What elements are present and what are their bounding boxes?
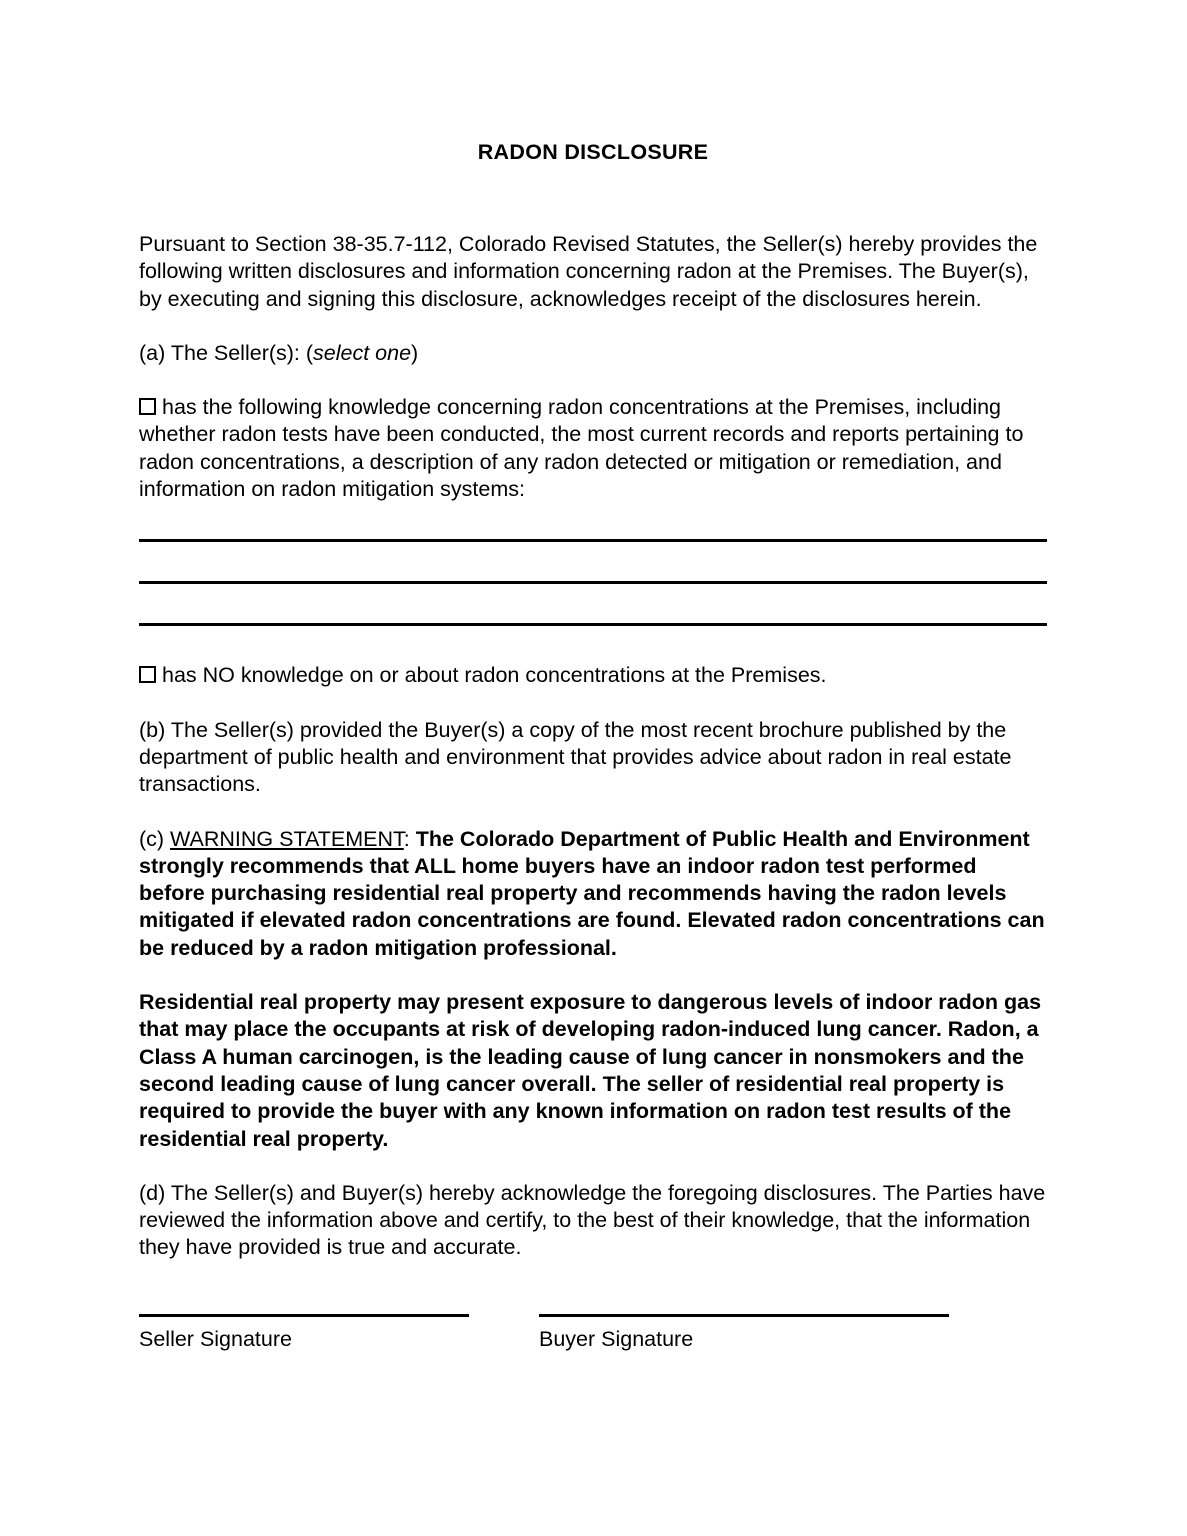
title-spacer <box>139 165 1047 231</box>
section-c-second-paragraph: Residential real property may present exposure to dangerous levels of indoor radon gas that may place the occupants at risk of developing radon-induced lung cancer. Radon, a Class A human carcinogen, is the leading cause of lung cancer in nonsmokers and the second leading cause of lung cancer overall. The seller of residential real property is required to provide the buyer with any known information on radon test results of the residential real property. <box>139 990 1042 1151</box>
section-d-paragraph: (d) The Seller(s) and Buyer(s) hereby acknowledge the foregoing disclosures. The Parties have reviewed the information above and certify, to the best of their knowledge, that the information they have provided is true and accurate. <box>139 1180 1046 1260</box>
seller-signature-line[interactable] <box>139 1314 469 1317</box>
paragraph-spacer <box>139 367 1047 394</box>
signature-row <box>139 1314 1047 1353</box>
checkbox-has-knowledge[interactable] <box>139 398 156 415</box>
seller-signature-label: Seller Signature <box>139 1326 292 1351</box>
checkbox-option-two-label: has NO knowledge on or about radon concentrations at the Premises. <box>162 663 827 688</box>
section-b-paragraph: (b) The Seller(s) provided the Buyer(s) a copy of the most recent brochure published by the department of public health and environment that provides advice about radon in real estate transactions. <box>139 717 1012 797</box>
paragraph-spacer <box>139 799 1047 826</box>
fill-lines-bottom-spacer <box>139 626 1047 662</box>
section-a-heading <box>139 340 1047 367</box>
section-c-paragraph <box>139 826 1047 962</box>
section-a-select-one: select one <box>313 340 412 365</box>
fill-line-gap <box>139 584 1047 623</box>
fill-lines-spacer <box>139 503 1047 539</box>
document-content <box>139 139 1047 1353</box>
paragraph-spacer <box>139 1153 1047 1180</box>
section-c-colon: : <box>403 826 416 851</box>
buyer-signature-block <box>539 1314 949 1353</box>
section-a-label-close: ) <box>411 340 419 365</box>
signature-spacer <box>139 1262 1047 1314</box>
fill-line-gap <box>139 542 1047 581</box>
buyer-signature-line[interactable] <box>539 1314 949 1317</box>
section-c-warning-heading: WARNING STATEMENT <box>170 826 404 851</box>
checkbox-option-one-label: has the following knowledge concerning radon concentrations at the Premises, including whether radon tests have been conducted, the most current records and reports pertaining to radon concentrations, a description of any radon detected or mitigation or remediation, and information on radon mitigation systems: <box>139 395 1024 502</box>
section-a-label: (a) The Seller(s): ( <box>139 340 314 365</box>
page-title: RADON DISCLOSURE <box>477 140 709 164</box>
intro-paragraph: Pursuant to Section 38-35.7-112, Colorado Revised Statutes, the Seller(s) hereby provides the following written disclosures and information concerning radon at the Premises. The Buyer(s), by executing and signing this disclosure, acknowledges receipt of the disclosures herein. <box>139 232 1038 311</box>
checkbox-option-two-row[interactable] <box>139 662 1047 689</box>
checkbox-option-one-row[interactable] <box>139 394 1047 503</box>
paragraph-spacer <box>139 690 1047 717</box>
paragraph-spacer <box>139 962 1047 989</box>
buyer-signature-label: Buyer Signature <box>539 1326 694 1351</box>
section-c-prefix: (c) <box>139 826 171 851</box>
checkbox-no-knowledge[interactable] <box>139 666 156 683</box>
seller-signature-block <box>139 1314 469 1353</box>
paragraph-spacer <box>139 313 1047 340</box>
section-c-warning-body: The Colorado Department of Public Health and Environment strongly recommends that ALL home buyers have an indoor radon test performed before purchasing residential real property and recommends having the radon levels mitigated if elevated radon concentrations are found. Elevated radon concentrations can be reduced by a radon mitigation professional. <box>139 826 1045 960</box>
